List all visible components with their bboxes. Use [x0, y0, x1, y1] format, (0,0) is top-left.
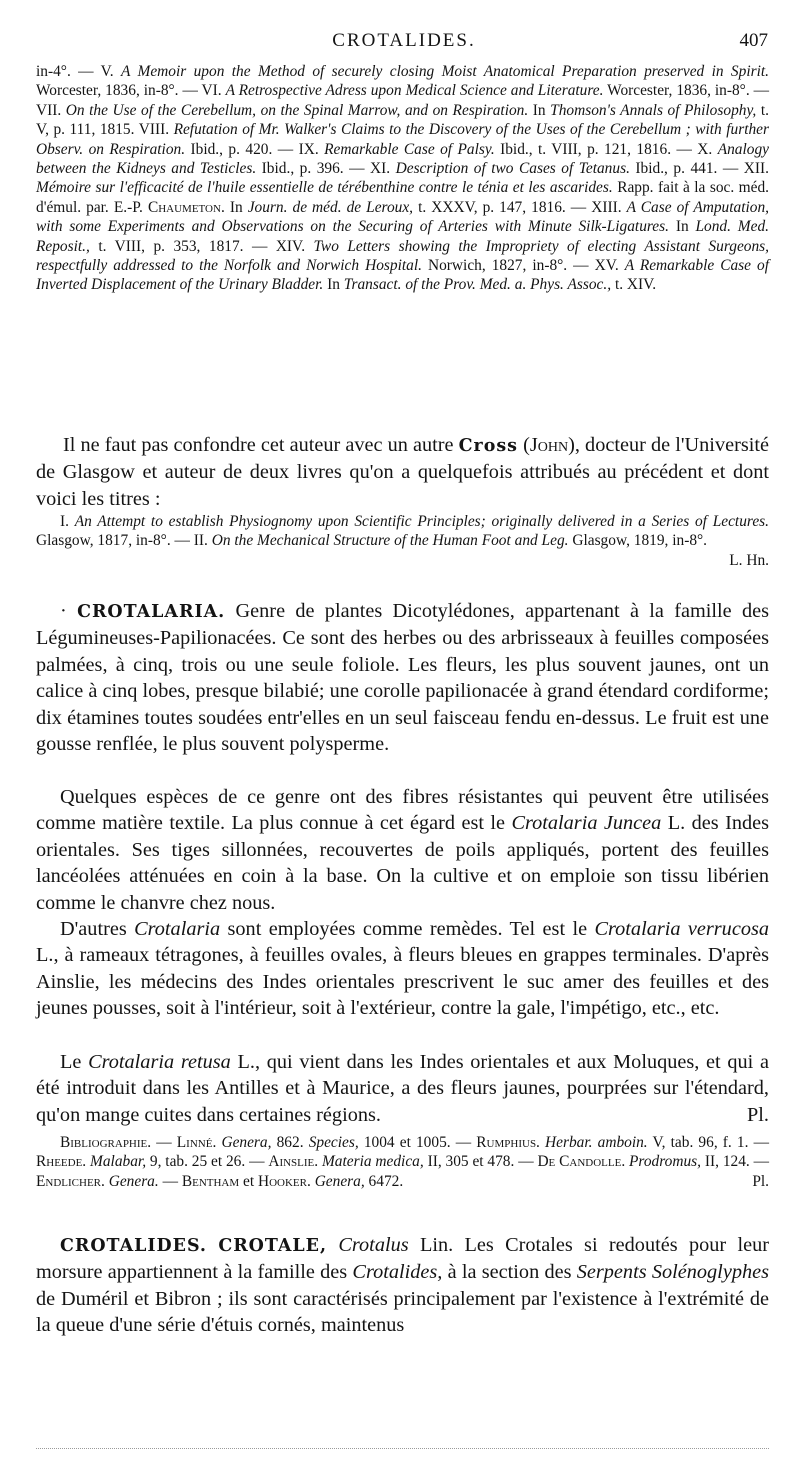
text: In [323, 276, 344, 294]
species-name: Crotalaria retusa [88, 1051, 231, 1073]
text: D'autres [60, 918, 135, 940]
work-title: Remarkable Case of Palsy. [324, 140, 495, 158]
crotalides-paragraph [36, 1232, 769, 1339]
work-title: Malabar, [90, 1153, 147, 1171]
work-title: Two Letters showing the Impropriety of electing Assistant Surgeons, respectfully addressed to the Norfolk and Norwich Hospital. [36, 237, 769, 275]
text: 6472. [364, 1172, 404, 1190]
text: 9, tab. 25 et 26. — [146, 1153, 269, 1171]
work-title: A Memoir upon the Method of securely closing Moist Anatomical Preparation preserved in Spirit. [121, 63, 769, 80]
text: Le [60, 1051, 89, 1073]
work-title: Description of two Cases of Tetanus. [395, 160, 630, 178]
text: Ibid., t. VIII, p. 121, 1816. — X. [494, 140, 718, 158]
text: Ibid., p. 396. — XI. [256, 160, 396, 178]
crotalaria-paragraph-2 [36, 784, 769, 916]
text: ( [518, 434, 530, 456]
species-name: Crotalaria Juncea [511, 812, 662, 835]
author-name: Bentham [181, 1172, 240, 1190]
text: de Duméril et Bibron ; ils sont caractérisés principalement par l'existence à l'extrémité de la queue d'une série d'étuis cornés, maintenus [36, 1287, 769, 1337]
work-title: A Case of Amputation, with some Experiments and Observations on the Securing of Arteries with Minute Silk-Ligatures. [36, 198, 770, 236]
text: II, 124. — [701, 1153, 769, 1171]
author-name: Chaumeton. [147, 198, 225, 216]
work-title: Refutation of Mr. Walker's Claims to the Discovery of the Uses of the Cerebellum ; with further Observ. on Respiration. [36, 121, 769, 158]
text: et [239, 1172, 258, 1190]
text: t. V, p. 111, 1815. VIII. [36, 101, 769, 139]
entry-name: Cross [458, 436, 519, 456]
text: Rapp. fait à la soc. méd. d'émul. par. E.-P. [36, 179, 769, 216]
text: — [151, 1134, 177, 1151]
work-title: On the Mechanical Structure of the Human Foot and Leg. [211, 532, 569, 550]
journal-title: Journ. de méd. de Leroux, [247, 198, 414, 216]
text: L., à rameaux tétragones, à feuilles ovales, à fleurs bleues en grappes terminales. D'après Ainslie, les médecins des Indes orientales prescrivent le suc amer des feuilles et des jeunes pousses, soit à l'intérieur, soit à l'extérieur, contre la gale, l'impétigo, etc., etc. [36, 944, 769, 1020]
text: Ibid., p. 441. — XII. [629, 160, 769, 178]
text: · [60, 600, 78, 622]
work-title: Genera. [108, 1172, 159, 1190]
running-title: CROTALIDES. [332, 30, 476, 51]
genus-name: Crotalaria [134, 918, 221, 940]
entry-heading: CROTALARIA. [77, 602, 226, 622]
family-name: Crotalides, [352, 1261, 443, 1284]
entry-heading: CROTALE, [218, 1236, 328, 1256]
work-title: On the Use of the Cerebellum, on the Spinal Marrow, and on Respiration. [65, 101, 529, 119]
species-name: Crotalaria verrucosa [594, 918, 769, 940]
text [327, 1234, 338, 1256]
text: Quelques espèces de ce genre ont des fibres résistantes qui peuvent être utilisées comme matière textile. La plus connue à cet égard est le [36, 786, 769, 835]
crotalaria-bibliography [36, 1133, 769, 1191]
text: II, 305 et 478. — [423, 1153, 538, 1171]
text: t. XXXV, p. 147, 1816. — XIII. [413, 198, 627, 216]
genus-name: Crotalus [338, 1234, 409, 1256]
text: t. XIV. [611, 276, 657, 294]
text: Glasgow, 1819, in-8°. [568, 532, 708, 550]
page-number: 407 [739, 30, 768, 51]
text [207, 1234, 218, 1256]
work-title: An Attempt to establish Physiognomy upon Scientific Principles; originally delivered in a Series of Lectures. [74, 513, 769, 530]
text: à la section des [442, 1261, 577, 1284]
cross-note-paragraph [36, 432, 769, 512]
crotalaria-paragraph-3 [36, 916, 769, 1022]
work-title: A Remarkable Case of Inverted Displacement of the Urinary Bladder. [36, 257, 769, 294]
text: t. VIII, p. 353, 1817. — XIV. [89, 237, 314, 255]
text: — [158, 1172, 182, 1190]
text: ), docteur de l'Université de Glasgow et auteur de deux livres qu'on a quelquefois attribués au précédent et dont voici les titres : [36, 434, 770, 510]
text: V, tab. 96, f. 1. — [647, 1134, 769, 1151]
work-title: Prodromus, [629, 1153, 702, 1171]
work-title: Analogy between the Kidneys and Testicles. [36, 140, 769, 178]
author-name: Linné. [176, 1134, 217, 1151]
entry-heading: CROTALIDES. [60, 1236, 207, 1256]
text: In [528, 101, 551, 119]
text: I. [60, 513, 75, 530]
text: Il ne faut pas confondre cet auteur avec un autre [63, 434, 459, 456]
text: 862. [271, 1134, 309, 1151]
section-label: Bibliographie. [60, 1134, 152, 1151]
text: Ibid., p. 420. — IX. [185, 140, 325, 158]
text: Worcester, 1836, in-8°. — VII. [36, 82, 770, 119]
work-title: A Retrospective Adress upon Medical Science and Literature. [225, 82, 604, 100]
text: in-4°. — V. [36, 63, 122, 80]
text: In [224, 198, 248, 216]
work-title: Genera, [221, 1134, 272, 1151]
first-name: John [529, 434, 569, 456]
page-bottom-rule [36, 1448, 769, 1449]
work-title: Species, [308, 1134, 359, 1151]
text: sont employées comme remèdes. Tel est le [220, 918, 595, 940]
work-title: Genera, [314, 1172, 365, 1190]
work-title: Materia medica, [321, 1153, 424, 1171]
author-name: Hooker. [257, 1172, 311, 1190]
page-header [36, 28, 772, 58]
text: Genre de plantes Dicotylédones, appartenant à la famille des Légumineuses-Papilionacées. Ce sont des herbes ou des arbrisseaux à feuilles composées palmées, à cinq, trois ou une seule foliole. Les fleurs, les plus souvent jaunes, ont un calice à cinq lobes, presque bilabié; une corolle papilionacée à grand étendard cordiforme; dix étamines toutes soudées entr'elles en un seul faisceau fendu en-dessus. Le fruit est une gousse renflée, le plus souvent polysperme. [36, 600, 769, 756]
section-name: Serpents Solénoglyphes [576, 1261, 769, 1284]
text: Lin. Les Crotales si redoutés pour leur morsure appartiennent à la famille des [36, 1234, 769, 1284]
author-signature: Pl. [747, 1103, 769, 1126]
journal-title: Lond. Med. Reposit., [36, 218, 769, 255]
author-name: De Candolle. [537, 1153, 626, 1171]
text: Norwich, 1827, in-8°. — XV. [421, 257, 625, 275]
text: L., qui vient dans les Indes orientales et aux Moluques, et qui a été introduit dans les Antilles et à Maurice, a des fleurs jaunes, pourprées sur l'étendard, qu'on mange cuites dans certaines régions. [36, 1051, 769, 1126]
memoir-bibliography [36, 62, 769, 295]
author-name: Rheede. [36, 1153, 87, 1171]
text: Worcester, 1836, in-8°. — VI. [36, 82, 226, 100]
author-name: Rumphius. [476, 1134, 540, 1151]
author-name: Endlicher. [36, 1172, 105, 1190]
author-signature: Pl. [752, 1172, 769, 1190]
author-name: Ainslie. [268, 1153, 319, 1171]
text: Glasgow, 1817, in-8°. — II. [36, 532, 212, 550]
cross-books-list [36, 512, 769, 570]
text: L. des Indes orientales. Ses tiges sillonnées, recouvertes de poils appliqués, portent des feuilles lancéolées atténuées en coin à la base. On la cultive et on emploie son tissu libérien comme le chanvre chez nous. [36, 812, 770, 914]
text: In [668, 218, 696, 236]
journal-title: Transact. of the Prov. Med. a. Phys. Assoc., [343, 276, 612, 294]
crotalaria-paragraph-4 [36, 1049, 769, 1128]
text: 1004 et 1005. — [358, 1134, 477, 1151]
journal-title: Thomson's Annals of Philosophy, [550, 101, 757, 119]
author-signature: L. Hn. [729, 551, 769, 569]
crotalaria-paragraph-1 [36, 598, 769, 757]
work-title: Herbar. amboin. [545, 1134, 648, 1151]
work-title: Mémoire sur l'efficacité de l'huile essentielle de térébenthine contre le ténia et les ascarides. [36, 179, 613, 197]
